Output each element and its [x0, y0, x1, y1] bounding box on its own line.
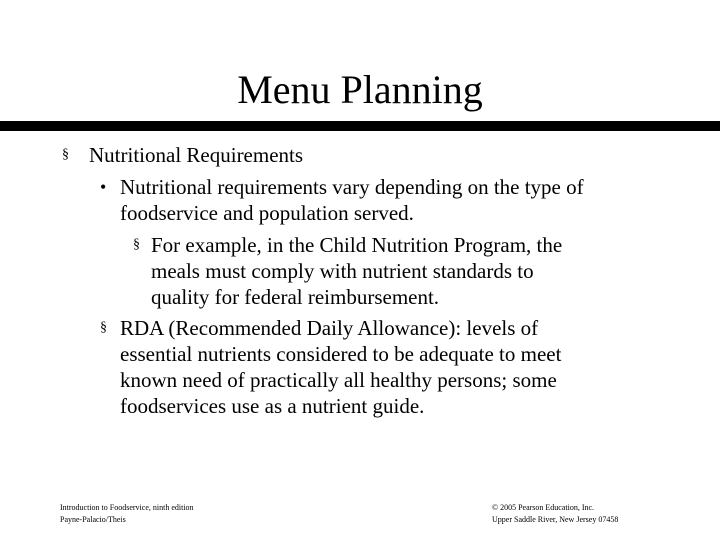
- bullet-text: Nutritional Requirements: [89, 143, 304, 167]
- square-bullet-icon: §: [100, 320, 107, 335]
- footer-copyright: © 2005 Pearson Education, Inc. Upper Saddle River, New Jersey 07458: [492, 503, 619, 524]
- bullet-text: RDA (Recommended Daily Allowance): levels of essential nutrients considered to be adequate to meet known need of practically all healthy persons; some foodservices use as a nutrient guide.: [120, 316, 562, 418]
- title-rule: [0, 121, 720, 131]
- slide-title: Menu Planning: [237, 67, 483, 112]
- bullet-text: For example, in the Child Nutrition Program, the meals must comply with nutrient standards to quality for federal reimbursement.: [151, 233, 563, 309]
- square-bullet-icon: §: [62, 147, 69, 162]
- dot-bullet-icon: •: [100, 177, 107, 197]
- bullet-item-child-nutrition-example: [133, 232, 562, 310]
- bullet-item-requirements-vary: [100, 174, 584, 226]
- square-bullet-icon: §: [133, 237, 140, 252]
- bullet-item-rda: [100, 315, 561, 419]
- bullet-text: Nutritional requirements vary depending on the type of foodservice and population served.: [120, 175, 584, 225]
- bullet-item-nutritional-requirements: [62, 142, 303, 168]
- footer-book-credit: Introduction to Foodservice, ninth edition Payne-Palacio/Theis: [60, 503, 194, 524]
